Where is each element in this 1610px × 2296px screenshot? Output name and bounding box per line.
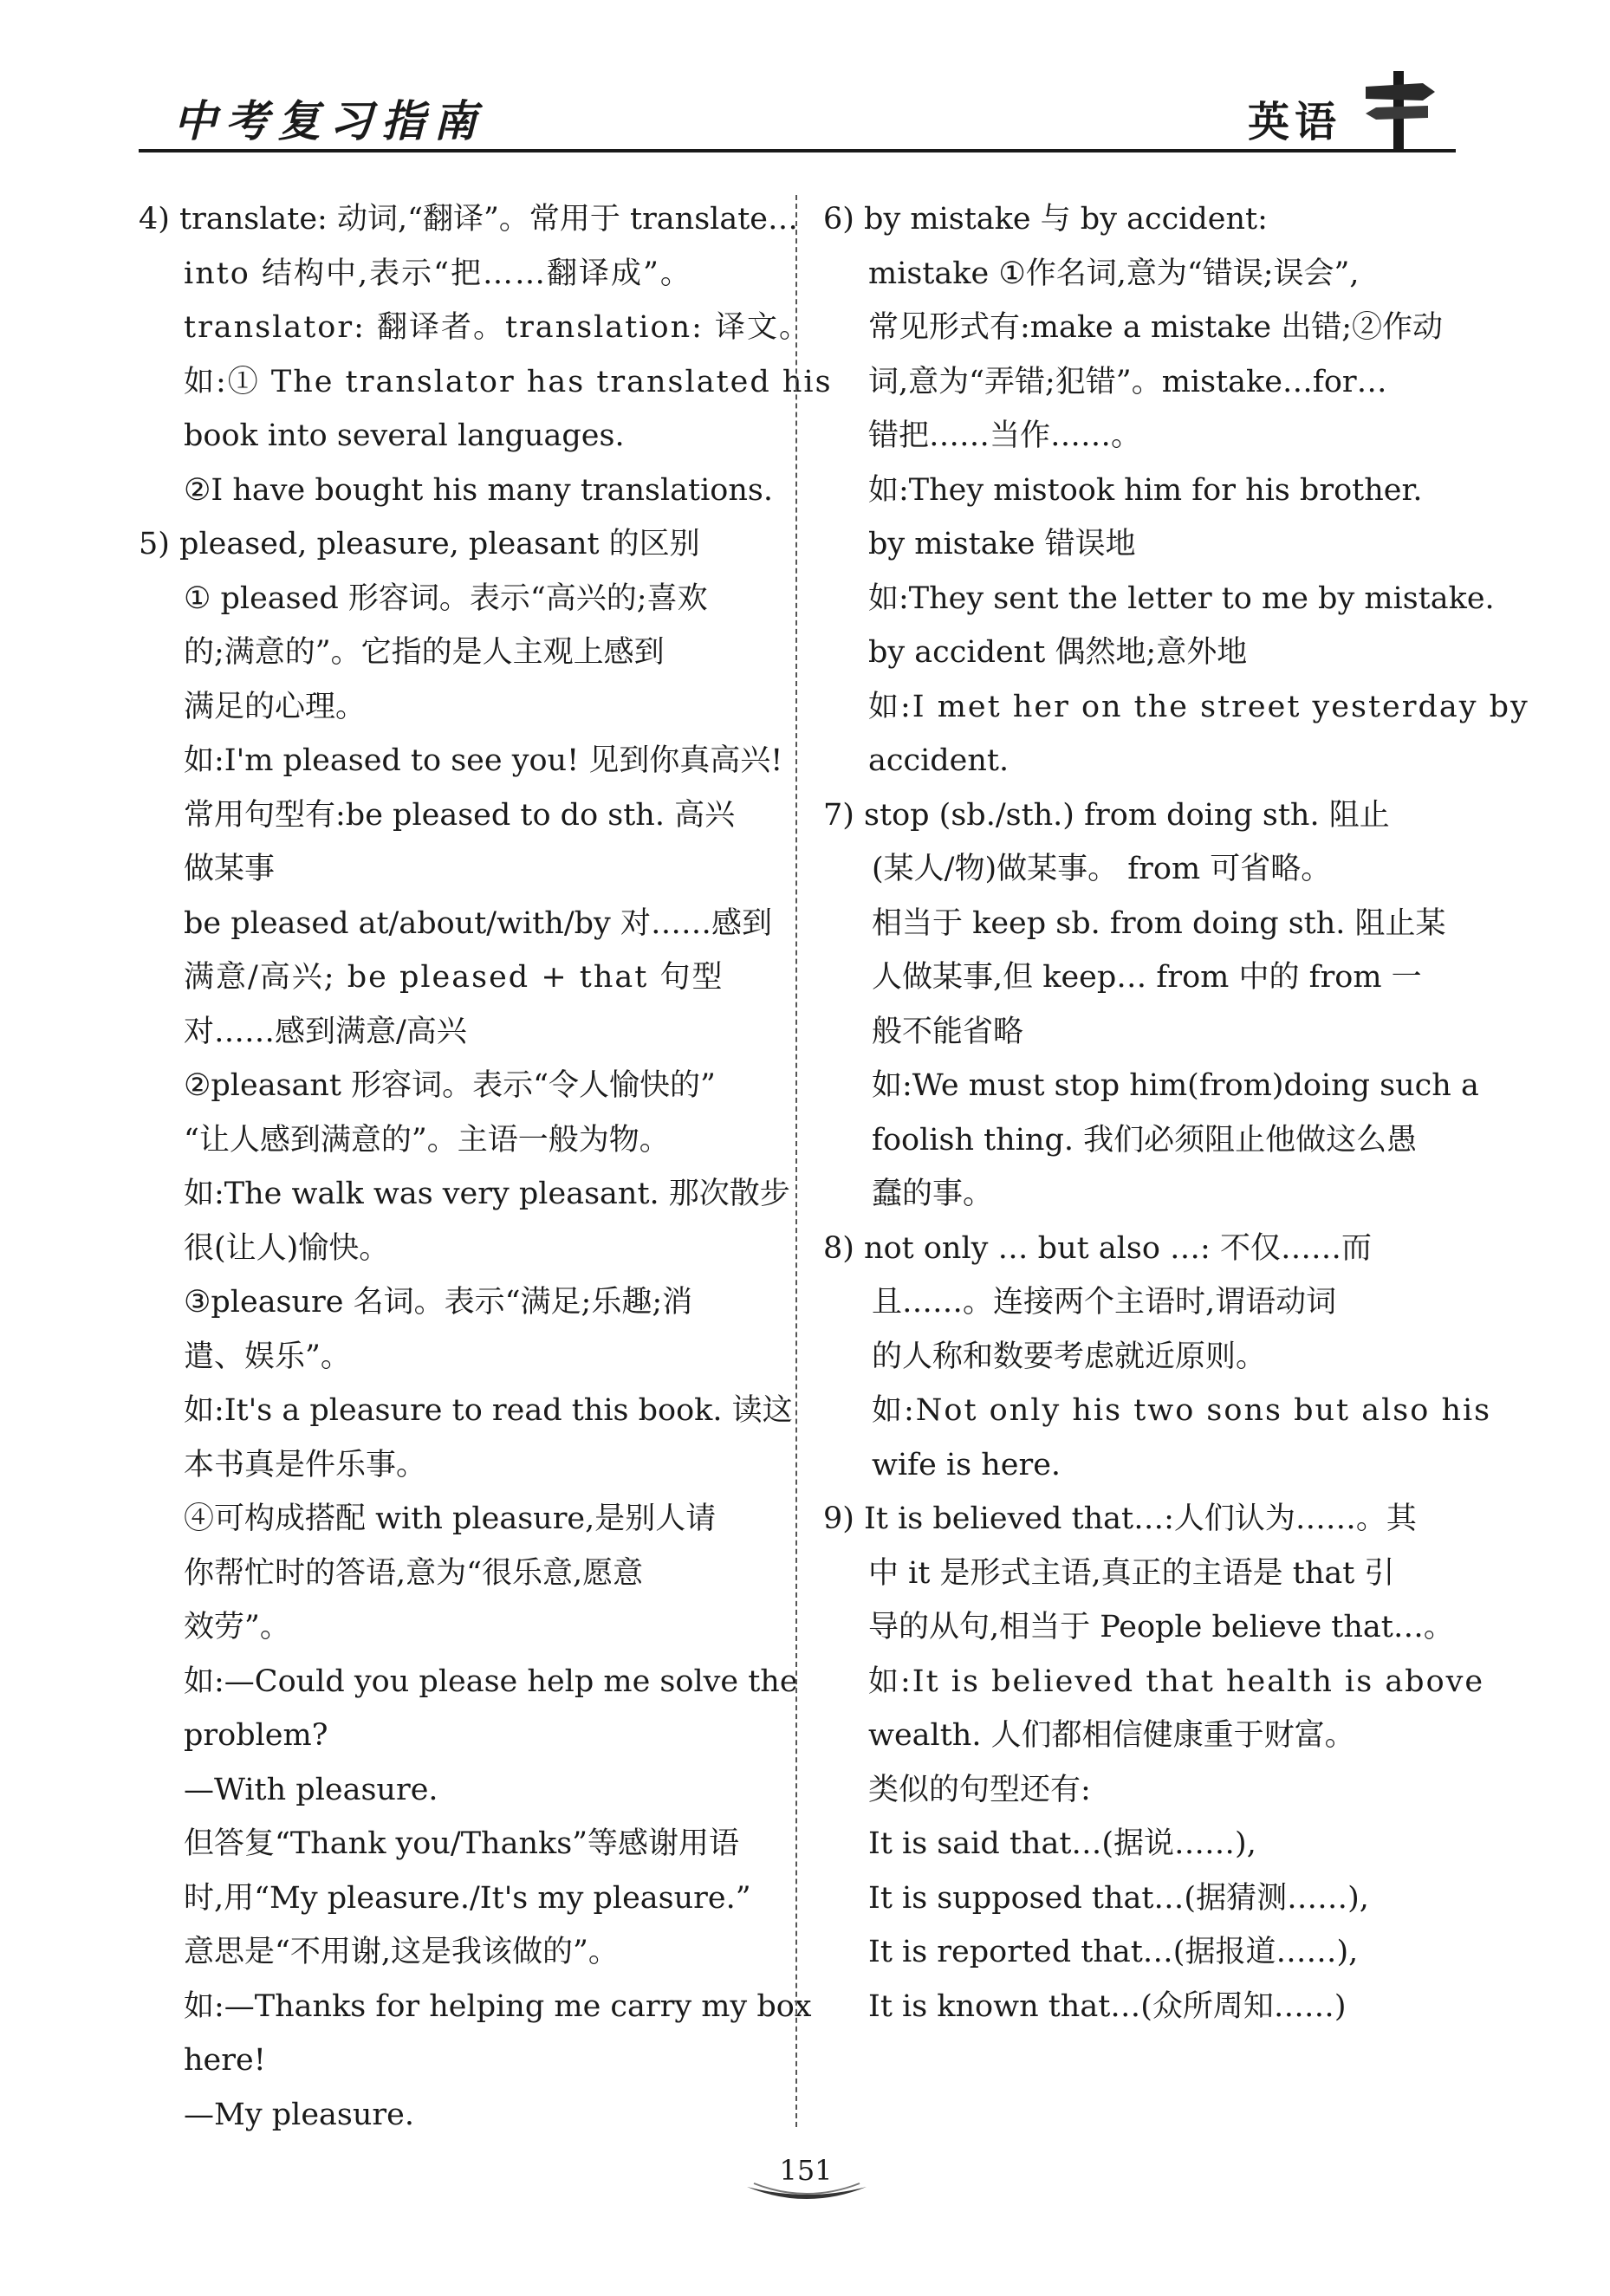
text-line: 6) by mistake 与 by accident: bbox=[823, 202, 1268, 237]
text-line: 如:I'm pleased to see you! 见到你真高兴! bbox=[184, 743, 783, 778]
text-line: 5) pleased, pleasure, pleasant 的区别 bbox=[139, 527, 700, 561]
text-line: translator: 翻译者。translation: 译文。 bbox=[184, 310, 812, 345]
text-line: 本书真是件乐事。 bbox=[184, 1447, 427, 1482]
text-line: 且……。连接两个主语时,谓语动词 bbox=[872, 1285, 1337, 1320]
text-line: 常用句型有:be pleased to do sth. 高兴 bbox=[184, 797, 736, 833]
text-line: 做某事 bbox=[184, 852, 276, 886]
text-line: 如:They mistook him for his brother. bbox=[868, 472, 1423, 508]
text-line: problem? bbox=[184, 1718, 328, 1753]
text-line: ②pleasant 形容词。表示“令人愉快的” bbox=[184, 1068, 716, 1103]
text-line: 常见形式有:make a mistake 出错;②作动 bbox=[868, 310, 1444, 345]
subject-title: 英语 bbox=[1248, 98, 1342, 146]
text-line: 如:We must stop him(from)doing such a bbox=[872, 1068, 1479, 1103]
text-line: It is supposed that…(据猜测……), bbox=[868, 1880, 1369, 1916]
text-line: 般不能省略 bbox=[872, 1014, 1024, 1049]
text-line: 错把……当作……。 bbox=[868, 418, 1142, 453]
text-line: 导的从句,相当于 People believe that…。 bbox=[868, 1610, 1454, 1644]
text-line: (某人/物)做某事。 from 可省略。 bbox=[872, 852, 1332, 886]
text-line: “让人感到满意的”。主语一般为物。 bbox=[184, 1122, 670, 1158]
text-line: 如:It is believed that health is above bbox=[868, 1664, 1485, 1699]
text-line: 如:—Thanks for helping me carry my box bbox=[184, 1988, 812, 2024]
column-divider bbox=[795, 195, 797, 2127]
text-line: 如:—Could you please help me solve the bbox=[184, 1664, 798, 1699]
text-line: 你帮忙时的答语,意为“很乐意,愿意 bbox=[184, 1555, 644, 1591]
text-line: ① pleased 形容词。表示“高兴的;喜欢 bbox=[184, 580, 708, 616]
text-line: 类似的句型还有: bbox=[868, 1772, 1091, 1807]
text-line: accident. bbox=[868, 743, 1009, 778]
text-line: 8) not only … but also …: 不仅……而 bbox=[823, 1230, 1372, 1266]
signpost-icon bbox=[1362, 68, 1440, 154]
text-line: ②I have bought his many translations. bbox=[184, 472, 774, 508]
text-line: 意思是“不用谢,这是我该做的”。 bbox=[184, 1935, 619, 1969]
text-line: 人做某事,但 keep… from 中的 from 一 bbox=[872, 960, 1422, 995]
text-line: ③pleasure 名词。表示“满足;乐趣;消 bbox=[184, 1285, 693, 1320]
text-line: 很(让人)愉快。 bbox=[184, 1230, 390, 1266]
header-rule bbox=[139, 149, 1456, 152]
text-line: 遣、娱乐”。 bbox=[184, 1339, 351, 1374]
text-line: 但答复“Thank you/Thanks”等感谢用语 bbox=[184, 1826, 740, 1861]
text-line: 对……感到满意/高兴 bbox=[184, 1014, 467, 1049]
text-line: 的人称和数要考虑就近原则。 bbox=[872, 1339, 1267, 1374]
page-number: 151 bbox=[779, 2154, 833, 2187]
text-line: 9) It is believed that…:人们认为……。其 bbox=[823, 1501, 1417, 1536]
text-line: It is known that…(众所周知……) bbox=[868, 1988, 1347, 2024]
text-line: foolish thing. 我们必须阻止他做这么愚 bbox=[872, 1122, 1418, 1158]
text-line: 中 it 是形式主语,真正的主语是 that 引 bbox=[868, 1555, 1395, 1591]
text-line: wealth. 人们都相信健康重于财富。 bbox=[868, 1718, 1355, 1753]
text-line: It is reported that…(据报道……), bbox=[868, 1935, 1359, 1969]
text-line: 如:It's a pleasure to read this book. 读这 bbox=[184, 1393, 793, 1428]
text-line: be pleased at/about/with/by 对……感到 bbox=[184, 905, 772, 941]
text-line: 如:They sent the letter to me by mistake. bbox=[868, 580, 1495, 616]
text-line: It is said that…(据说……), bbox=[868, 1826, 1256, 1861]
text-line: 满足的心理。 bbox=[184, 689, 367, 724]
text-line: 蠢的事。 bbox=[872, 1177, 994, 1211]
text-line: 如:Not only his two sons but also his bbox=[872, 1393, 1492, 1428]
text-line: 如:① The translator has translated his bbox=[184, 364, 833, 399]
text-line: wife is here. bbox=[872, 1447, 1061, 1482]
text-line: book into several languages. bbox=[184, 418, 625, 453]
text-line: 满意/高兴; be pleased + that 句型 bbox=[184, 960, 724, 995]
text-line: by mistake 错误地 bbox=[868, 527, 1136, 561]
text-line: 词,意为“弄错;犯错”。mistake…for… bbox=[868, 364, 1387, 399]
text-line: 4) translate: 动词,“翻译”。常用于 translate… bbox=[139, 202, 799, 237]
text-line: 效劳”。 bbox=[184, 1610, 290, 1644]
text-line: by accident 偶然地;意外地 bbox=[868, 635, 1248, 670]
text-line: into 结构中,表示“把……翻译成”。 bbox=[184, 256, 692, 291]
text-line: 如:The walk was very pleasant. 那次散步 bbox=[184, 1177, 790, 1211]
text-line: 如:I met her on the street yesterday by bbox=[868, 689, 1529, 724]
text-line: —With pleasure. bbox=[184, 1772, 438, 1807]
text-line: —My pleasure. bbox=[184, 2097, 414, 2132]
text-line: 7) stop (sb./sth.) from doing sth. 阻止 bbox=[823, 797, 1390, 833]
text-line: 相当于 keep sb. from doing sth. 阻止某 bbox=[872, 905, 1446, 941]
left-column bbox=[139, 192, 833, 2142]
text-line: 的;满意的”。它指的是人主观上感到 bbox=[184, 635, 665, 670]
text-line: 时,用“My pleasure./It's my pleasure.” bbox=[184, 1880, 751, 1916]
text-line: mistake ①作名词,意为“错误;误会”, bbox=[868, 256, 1360, 291]
text-line: here! bbox=[184, 2043, 266, 2078]
right-column bbox=[823, 192, 1529, 2033]
book-title: 中考复习指南 bbox=[173, 95, 485, 146]
text-line: ④可构成搭配 with pleasure,是别人请 bbox=[184, 1501, 717, 1536]
